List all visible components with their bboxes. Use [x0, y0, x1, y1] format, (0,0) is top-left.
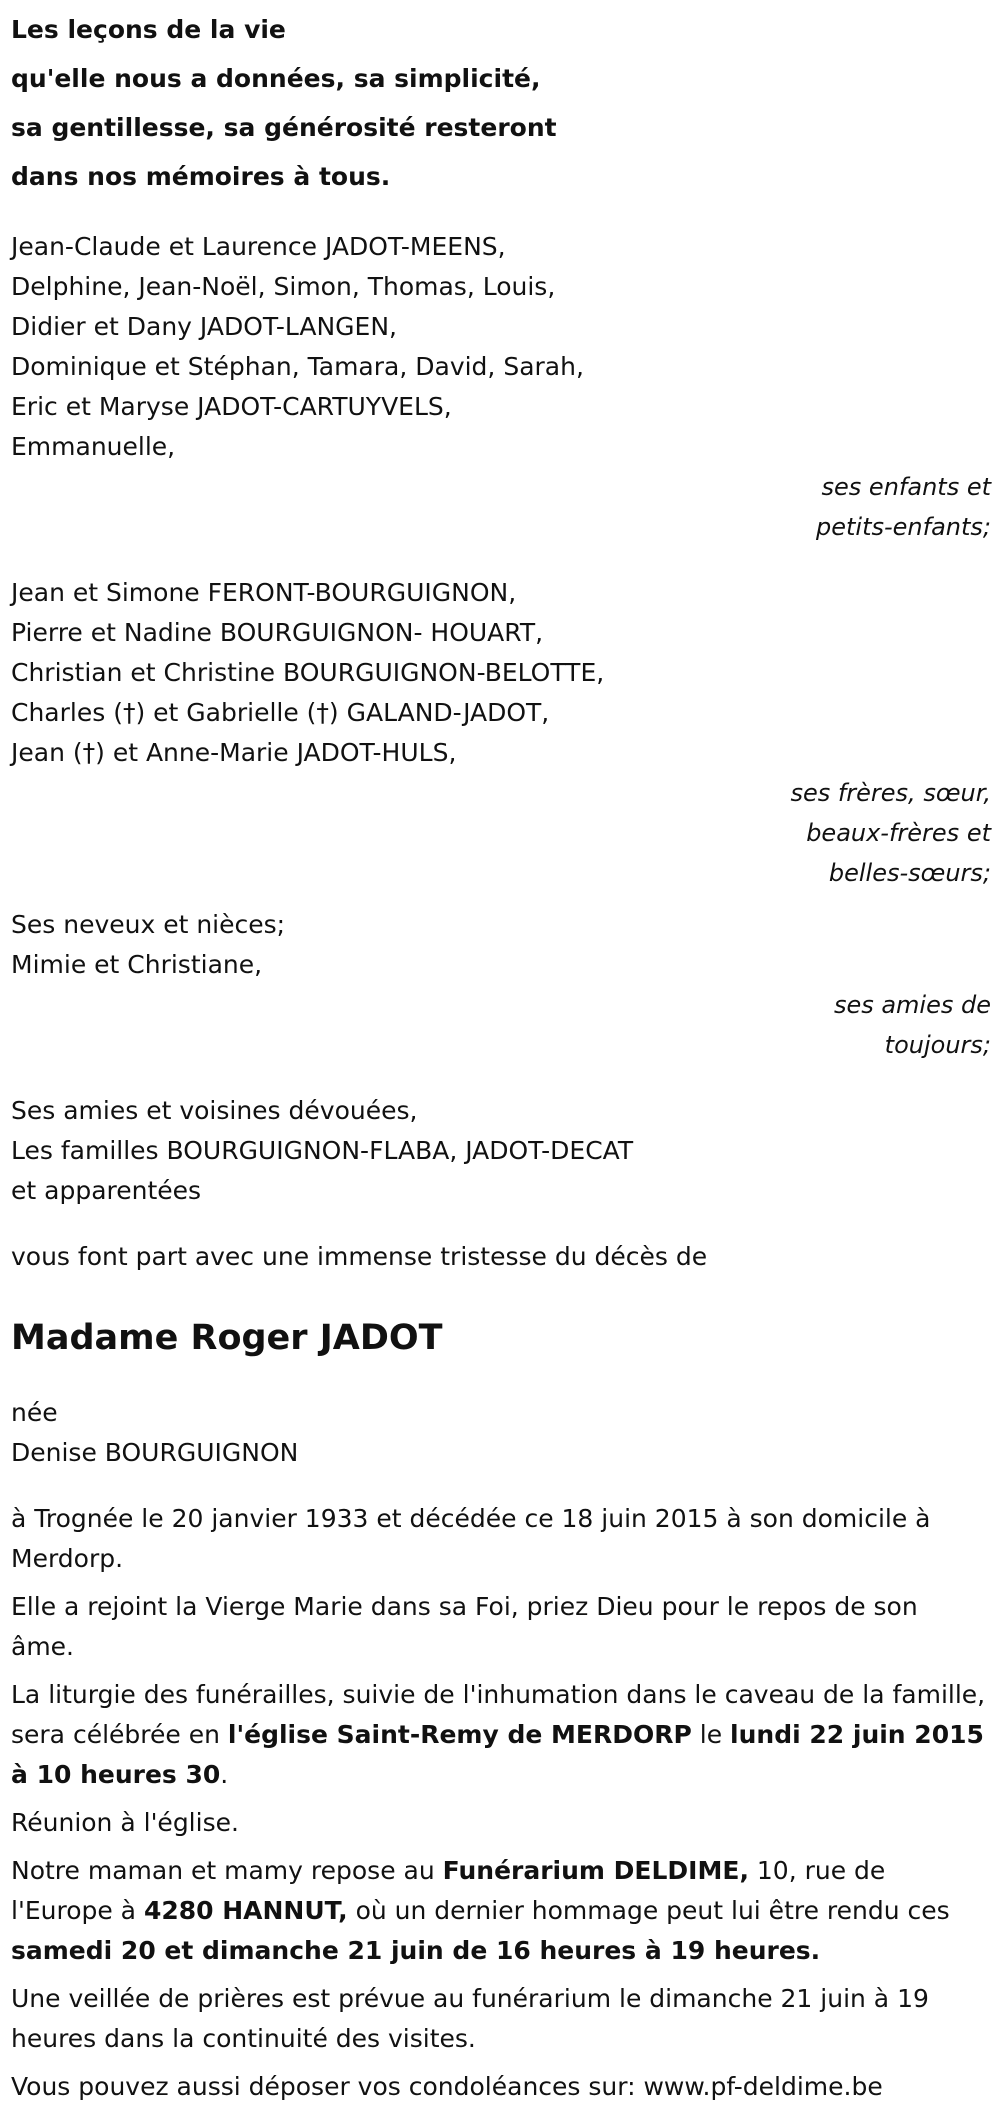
family-name-line: Mimie et Christiane,	[11, 950, 263, 979]
relation-label: belles-sœurs;	[828, 859, 991, 887]
funeral-datetime: lundi 22 juin 2015 à 10 heures 30	[11, 1720, 984, 1789]
rest-text: où un dernier hommage peut lui être rendu ces	[347, 1896, 950, 1925]
relation-label: beaux-frères et	[806, 819, 991, 847]
family-name-line: Pierre et Nadine BOURGUIGNON- HOUART,	[11, 618, 544, 647]
obituary-page	[0, 5, 1000, 2101]
family-name-line: Christian et Christine BOURGUIGNON-BELOTTE,	[11, 658, 605, 687]
quote-line: dans nos mémoires à tous.	[11, 162, 391, 191]
funeral-home-name: Funérarium DELDIME,	[442, 1856, 749, 1885]
relation-label: toujours;	[884, 1031, 991, 1059]
condolences-paragraph: Vous pouvez aussi déposer vos condoléances sur: www.pf-deldime.be	[11, 2072, 883, 2101]
details	[11, 1499, 1000, 2107]
deceased-name: Madame Roger JADOT	[11, 1318, 443, 1358]
quote-line: Les leçons de la vie	[11, 15, 286, 44]
family-name-line: et apparentées	[11, 1176, 202, 1205]
relation-label: ses frères, sœur,	[790, 779, 991, 807]
rest-paragraph	[11, 1851, 986, 1971]
nee-label: née	[11, 1398, 58, 1427]
funeral-text: le	[691, 1720, 731, 1749]
family-name-line: Emmanuelle,	[11, 432, 176, 461]
family-name-line: Delphine, Jean-Noël, Simon, Thomas, Louis,	[11, 272, 556, 301]
family-name-line: Jean et Simone FERONT-BOURGUIGNON,	[11, 578, 517, 607]
visiting-hours: samedi 20 et dimanche 21 juin de 16 heures à 19 heures.	[11, 1936, 821, 1965]
funeral-text: .	[220, 1760, 229, 1789]
rest-text: 10, rue de l'Europe à	[11, 1856, 886, 1925]
relation-label: petits-enfants;	[816, 513, 991, 541]
faith-paragraph: Elle a rejoint la Vierge Marie dans sa Foi, priez Dieu pour le repos de son âme.	[11, 1592, 918, 1661]
meeting-paragraph: Réunion à l'église.	[11, 1808, 239, 1837]
funeral-text: La liturgie des funérailles, suivie de l'inhumation dans le caveau de la famille, sera célébrée en	[11, 1680, 986, 1749]
family-friends	[11, 905, 1000, 1065]
family-name-line: Jean-Claude et Laurence JADOT-MEENS,	[11, 232, 506, 261]
family-name-line: Charles (†) et Gabrielle (†) GALAND-JADOT,	[11, 698, 550, 727]
announcement-text: vous font part avec une immense tristesse du décès de	[11, 1242, 708, 1271]
quote-line: qu'elle nous a données, sa simplicité,	[11, 64, 541, 93]
family-name-line: Didier et Dany JADOT-LANGEN,	[11, 312, 397, 341]
quote-line: sa gentillesse, sa générosité resteront	[11, 113, 557, 142]
rest-text: Notre maman et mamy repose au	[11, 1856, 443, 1885]
relation-label: ses enfants et	[821, 473, 991, 501]
family-name-line: Eric et Maryse JADOT-CARTUYVELS,	[11, 392, 452, 421]
church-name: l'église Saint-Remy de MERDORP	[227, 1720, 692, 1749]
funeral-home-city: 4280 HANNUT,	[143, 1896, 348, 1925]
family-name-line: Ses amies et voisines dévouées,	[11, 1096, 418, 1125]
family-siblings	[11, 573, 1000, 893]
family-neighbors	[11, 1091, 1000, 1211]
family-name-line: Les familles BOURGUIGNON-FLABA, JADOT-DECAT	[11, 1136, 634, 1165]
memorial-quote	[11, 5, 1000, 201]
family-name-line: Jean (†) et Anne-Marie JADOT-HULS,	[11, 738, 457, 767]
relation-label: ses amies de	[833, 991, 991, 1019]
birth-name-block	[11, 1393, 1000, 1473]
family-name-line: Ses neveux et nièces;	[11, 910, 286, 939]
family-children	[11, 227, 1000, 547]
family-name-line: Dominique et Stéphan, Tamara, David, Sarah,	[11, 352, 584, 381]
vigil-paragraph: Une veillée de prières est prévue au funérarium le dimanche 21 juin à 19 heures dans la continuité des visites.	[11, 1984, 929, 2053]
birth-death-paragraph: à Trognée le 20 janvier 1933 et décédée ce 18 juin 2015 à son domicile à Merdorp.	[11, 1504, 931, 1573]
birth-name: Denise BOURGUIGNON	[11, 1438, 299, 1467]
funeral-paragraph	[11, 1675, 986, 1795]
